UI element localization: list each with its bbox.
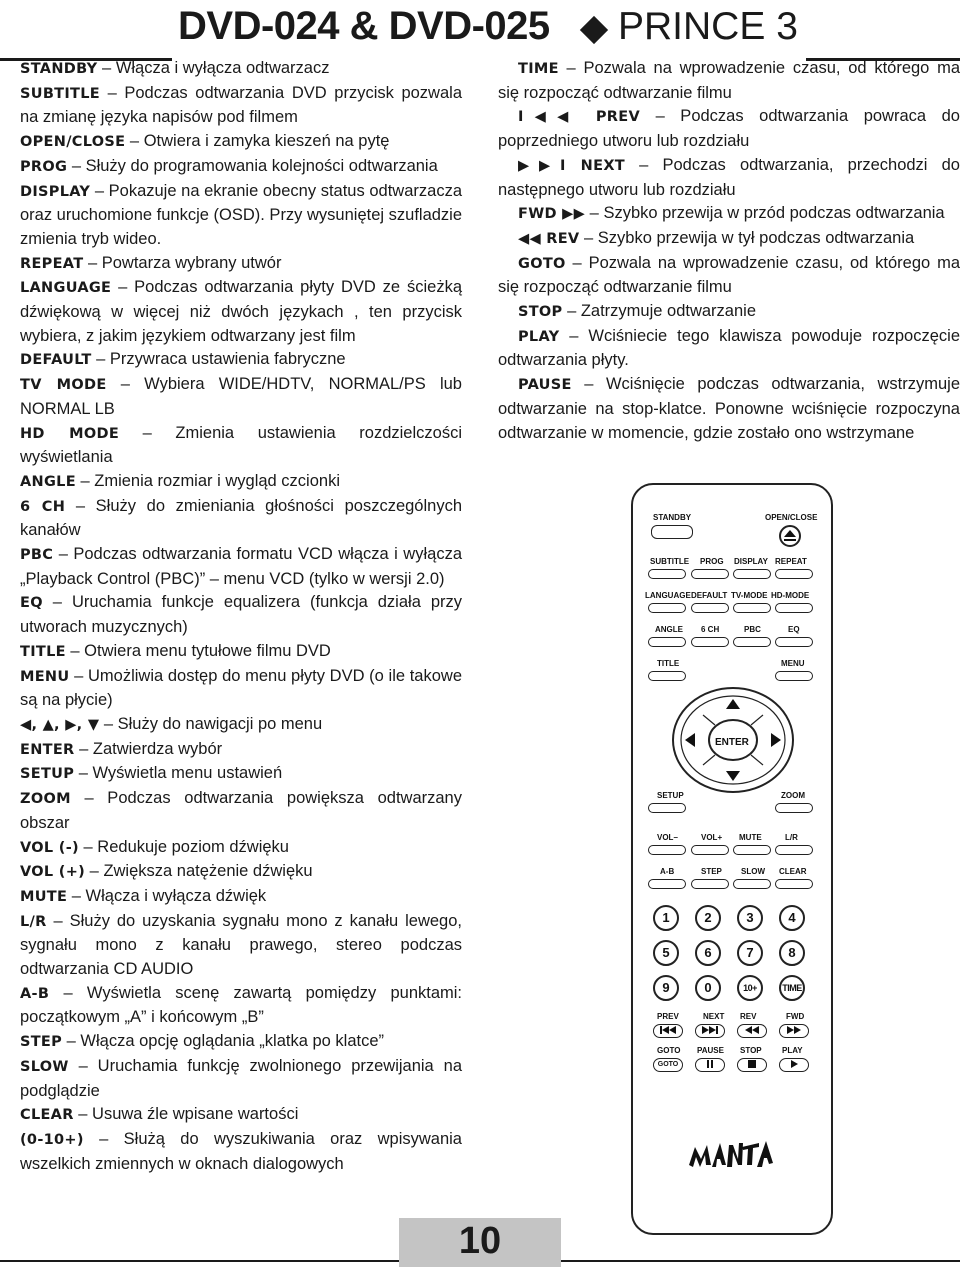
right-entry-term: PAUSE [518, 377, 572, 394]
remote-standby-button [651, 525, 693, 539]
left-entry-term: MENU [20, 668, 70, 685]
next-icon [698, 1025, 722, 1035]
remote-clear-button [775, 879, 813, 889]
remote-label-subtitle: SUBTITLE [650, 557, 690, 566]
remote-vol-plus-button [691, 845, 729, 855]
right-entry-text: – Podczas odtwarzania, przechodzi do następnego utworu lub rozdziału [498, 155, 960, 199]
remote-goto-button: GOTO [653, 1058, 683, 1072]
remote-label-vol-minus: VOL– [657, 833, 678, 842]
left-entry [20, 276, 462, 348]
left-entry [20, 787, 462, 835]
left-entry-term: STANDBY [20, 61, 98, 77]
remote-number-key: 0 [695, 975, 721, 1001]
remote-next-button [695, 1024, 725, 1038]
left-entry-text: – Wyświetla scenę zawartą pomiędzy punktami: początkowym „A” i końcowym „B” [20, 983, 462, 1027]
left-entry-text: – Służy do uzyskania sygnału mono z kanału lewego, sygnału mono z kanału prawego, stereo podczas odtwarzania CD AUDIO [20, 911, 462, 979]
remote-label-menu: MENU [781, 659, 805, 668]
left-entry-term: SLOW [20, 1058, 69, 1075]
remote-label-pbc: PBC [744, 625, 761, 634]
left-entry [20, 470, 462, 495]
remote-label-setup: SETUP [657, 791, 684, 800]
left-entry-term: CLEAR [20, 1107, 74, 1124]
page-header [0, 6, 960, 52]
left-entry-text: – Uruchamia funkcje equalizera (funkcja działa przy utworach muzycznych) [20, 593, 462, 637]
left-entry-term: TV MODE [20, 377, 107, 394]
remote-label-prev: PREV [657, 1012, 679, 1021]
left-entry-text: – Powtarza wybrany utwór [83, 253, 282, 272]
remote-play-button [779, 1058, 809, 1072]
remote-setup-button [648, 803, 686, 813]
left-entry-term: LANGUAGE [20, 280, 112, 297]
remote-label-slow: SLOW [741, 867, 765, 876]
manta-logo [685, 1135, 781, 1175]
remote-label-tv-mode: TV-MODE [731, 591, 768, 600]
remote-label-play: PLAY [782, 1046, 803, 1055]
left-entry [20, 665, 462, 713]
left-entry [20, 885, 462, 910]
left-entry-term: ANGLE [20, 473, 76, 490]
right-entry [498, 202, 960, 227]
left-entry [20, 130, 462, 155]
remote-number-key: 4 [779, 905, 805, 931]
remote-label-pause: PAUSE [697, 1046, 724, 1055]
page-number: 10 [458, 1220, 502, 1262]
remote-label-6ch: 6 CH [701, 625, 720, 634]
remote-label-standby: STANDBY [653, 513, 692, 522]
left-entry [20, 495, 462, 543]
right-entry [498, 373, 960, 445]
rewind-icon [740, 1025, 764, 1035]
header-title: DVD-024 & DVD-025 [178, 4, 550, 48]
left-entry-text: – Przywraca ustawienia fabryczne [91, 350, 346, 369]
remote-number-key: 5 [653, 940, 679, 966]
remote-label-lr: L/R [785, 833, 798, 842]
remote-label-next: NEXT [703, 1012, 725, 1021]
left-entry-text: – Uruchamia funkcję zwolnionego przewijania na podglądzie [20, 1056, 462, 1100]
remote-lr-button [775, 845, 813, 855]
left-entry-text: – Otwiera menu tytułowe filmu DVD [65, 641, 331, 660]
remote-language-button [648, 603, 686, 613]
left-entry-term: TITLE [20, 643, 66, 660]
left-entry-term: ENTER [20, 741, 75, 758]
remote-repeat-button [775, 569, 813, 579]
left-entry-term: ZOOM [20, 791, 71, 808]
left-entry [20, 373, 462, 421]
left-entry [20, 422, 462, 470]
left-entry-term: SETUP [20, 766, 75, 783]
left-entry [20, 836, 462, 861]
left-entry-term: A-B [20, 985, 50, 1002]
left-entry [20, 713, 462, 738]
remote-stop-button [737, 1058, 767, 1072]
left-entry-text: – Umożliwia dostęp do menu płyty DVD (o ile takowe są na płycie) [20, 666, 462, 710]
remote-hd-mode-button [775, 603, 813, 613]
remote-label-eq: EQ [788, 625, 800, 634]
remote-label-zoom: ZOOM [781, 791, 805, 800]
remote-tv-mode-button [733, 603, 771, 613]
left-entry-text: – Podczas odtwarzania płyty DVD ze ścieżką dźwiękową w więcej niż dwóch językach , ten przycisk wybiera, z jakim językiem odtwarzany jest film [20, 278, 462, 345]
left-entry-term: MUTE [20, 888, 68, 905]
remote-label-hd-mode: HD-MODE [771, 591, 810, 600]
right-entry-text: – Zatrzymuje odtwarzanie [562, 302, 756, 321]
left-entry-term: VOL (-) [20, 839, 79, 856]
play-icon [782, 1059, 806, 1069]
left-entry [20, 348, 462, 373]
left-entry-text: – Podczas odtwarzania DVD przycisk pozwala na zmianę języka napisów pod filmem [20, 83, 462, 127]
remote-label-clear: CLEAR [779, 867, 807, 876]
remote-pause-button [695, 1058, 725, 1072]
remote-label-vol-plus: VOL+ [701, 833, 723, 842]
right-entry-term: I◀◀ PREV [518, 109, 640, 126]
left-entry-text: – Wybiera WIDE/HDTV, NORMAL/PS lub NORMAL LB [20, 375, 462, 418]
remote-menu-button [775, 671, 813, 681]
right-column [498, 57, 960, 445]
left-entry-text: – Służy do nawigacji po menu [99, 714, 323, 733]
left-entry-text: – Zwiększa natężenie dźwięku [85, 862, 313, 881]
left-entry-term: HD MODE [20, 425, 120, 442]
right-entry-term: TIME [518, 61, 559, 77]
remote-label-open-close: OPEN/CLOSE [765, 513, 818, 522]
left-entry-term: STEP [20, 1034, 63, 1051]
right-entry [498, 105, 960, 153]
left-entry [20, 738, 462, 763]
remote-label-default: DEFAULT [691, 591, 728, 600]
left-entry-term: SUBTITLE [20, 85, 100, 102]
left-entry-text: – Usuwa źle wpisane wartości [73, 1105, 299, 1124]
left-entry [20, 591, 462, 639]
left-entry [20, 982, 462, 1030]
right-entry [498, 300, 960, 325]
left-entry [20, 1128, 462, 1176]
right-entry-term: PLAY [518, 328, 560, 345]
remote-vol-minus-button [648, 845, 686, 855]
remote-default-button [691, 603, 729, 613]
pause-icon [698, 1059, 722, 1069]
left-entry [20, 57, 462, 82]
remote-label-step: STEP [701, 867, 722, 876]
left-entry-term: EQ [20, 595, 43, 612]
left-entry-text: – Podczas odtwarzania powiększa odtwarzany obszar [20, 789, 462, 832]
footer-rule-right [561, 1260, 960, 1262]
diamond-icon [580, 16, 608, 44]
left-entry-text: – Podczas odtwarzania formatu VCD włącza i wyłącza „Playback Control (PBC)” – menu VCD (tylko w wersji 2.0) [20, 545, 462, 588]
left-entry-text: – Służy do programowania kolejności odtwarzania [67, 156, 438, 175]
remote-number-key: TIME [779, 975, 805, 1001]
left-entry [20, 180, 462, 252]
remote-angle-button [648, 637, 686, 647]
remote-number-key: 3 [737, 905, 763, 931]
right-entry [498, 227, 960, 252]
right-entry-text: – Wciśnięcie podczas odtwarzania, wstrzymuje odtwarzanie na stop-klatce. Ponowne wciśnięcie rozpoczyna odtwarzanie w momencie, gdzie zostało ono wstrzymane [498, 375, 960, 442]
left-entry-text: – Redukuje poziom dźwięku [78, 837, 289, 856]
remote-zoom-button [775, 803, 813, 813]
left-entry [20, 543, 462, 591]
left-entry-term: (0-10+) [20, 1131, 84, 1148]
remote-ab-button [648, 879, 686, 889]
remote-prog-button [691, 569, 729, 579]
remote-display-button [733, 569, 771, 579]
right-entry-text: – Szybko przewija w tył podczas odtwarzania [579, 228, 915, 247]
left-entry-text: – Pokazuje na ekranie obecny status odtwarzacza oraz uruchomione funkcje (OSD). Przy wysuniętej szufladzie zmienia tryb wideo. [20, 181, 463, 248]
left-entry [20, 252, 462, 277]
right-entry-term: ◀◀ REV [518, 230, 580, 247]
remote-control [631, 483, 833, 1235]
footer-rule-left [0, 1260, 399, 1262]
right-entry-text: – Pozwala na wprowadzenie czasu, od którego ma się rozpocząć odtwarzanie filmu [498, 59, 960, 102]
left-entry-text: – Włącza opcję oglądania „klatka po klatce” [62, 1032, 384, 1051]
remote-label-ab: A-B [660, 867, 675, 876]
right-entry-term: ▶▶I NEXT [518, 157, 625, 174]
remote-label-prog: PROG [700, 557, 724, 566]
left-entry-text: – Włącza i wyłącza dźwięk [67, 886, 267, 905]
left-entry-text: – Zmienia rozmiar i wygląd czcionki [75, 471, 340, 490]
left-entry-text: – Służą do wyszukiwania oraz wpisywania wszelkich zmiennych w oknach dialogowych [20, 1129, 462, 1173]
remote-enter-label: ENTER [715, 737, 749, 748]
left-entry-term: DEFAULT [20, 352, 92, 369]
remote-step-button [691, 879, 729, 889]
right-entry-text: – Szybko przewija w przód podczas odtwarzania [585, 204, 945, 223]
remote-prev-button [653, 1024, 683, 1038]
remote-number-key: 9 [653, 975, 679, 1001]
left-entry-term: 6 CH [20, 498, 66, 515]
remote-slow-button [733, 879, 771, 889]
remote-label-repeat: REPEAT [775, 557, 807, 566]
left-entry [20, 910, 462, 982]
left-entry [20, 860, 462, 885]
remote-label-title: TITLE [657, 659, 680, 668]
eject-icon [779, 525, 801, 547]
remote-label-display: DISPLAY [734, 557, 768, 566]
remote-label-angle: ANGLE [655, 625, 683, 634]
header-subtitle: PRINCE 3 [618, 5, 798, 48]
remote-pbc-button [733, 637, 771, 647]
remote-rev-button [737, 1024, 767, 1038]
left-entry-text: – Służy do zmieniania głośności poszczególnych kanałów [20, 496, 462, 540]
left-column [0, 57, 462, 1176]
left-entry-text: – Wyświetla menu ustawień [74, 764, 283, 783]
right-entry-term: STOP [518, 304, 563, 321]
left-entry-term: REPEAT [20, 255, 84, 272]
left-entry [20, 1103, 462, 1128]
remote-label-goto: GOTO [657, 1046, 681, 1055]
remote-label-language: LANGUAGE [645, 591, 691, 600]
remote-fwd-button [779, 1024, 809, 1038]
left-entry [20, 1030, 462, 1055]
fast-forward-icon [782, 1025, 806, 1035]
right-entry-term: FWD ▶▶ [518, 206, 586, 223]
remote-title-button [648, 671, 686, 681]
right-entry [498, 325, 960, 373]
left-entry-term: L/R [20, 913, 47, 930]
right-entry [498, 57, 960, 105]
remote-label-rev: REV [740, 1012, 757, 1021]
left-entry-text: – Zatwierdza wybór [74, 739, 223, 758]
remote-number-key: 1 [653, 905, 679, 931]
right-entry-text: – Pozwala na wprowadzenie czasu, od którego ma się rozpocząć odtwarzanie filmu [498, 253, 960, 297]
left-entry [20, 155, 462, 180]
remote-label-fwd: FWD [786, 1012, 805, 1021]
left-entry [20, 1055, 462, 1103]
left-entry-term: PBC [20, 547, 54, 564]
left-entry [20, 82, 462, 130]
left-entry-term: DISPLAY [20, 183, 91, 200]
right-entry [498, 252, 960, 300]
remote-mute-button [733, 845, 771, 855]
remote-number-key: 8 [779, 940, 805, 966]
left-entry [20, 762, 462, 787]
left-entry-text: – Zmienia ustawienia rozdzielczości wyświetlania [20, 423, 462, 467]
right-entry [498, 154, 960, 202]
right-entry-term: GOTO [518, 255, 566, 272]
remote-label-mute: MUTE [739, 833, 762, 842]
left-entry [20, 640, 462, 665]
left-entry-text: – Otwiera i zamyka kieszeń na pytę [125, 132, 390, 151]
right-entry-text: – Wciśniecie tego klawisza powoduje rozpoczęcie odtwarzania płyty. [498, 326, 960, 370]
remote-subtitle-button [648, 569, 686, 579]
remote-label-stop: STOP [740, 1046, 762, 1055]
remote-number-key: 7 [737, 940, 763, 966]
left-entry-term: OPEN/CLOSE [20, 134, 126, 151]
remote-number-key: 10+ [737, 975, 763, 1001]
stop-icon [740, 1059, 764, 1069]
prev-icon [656, 1025, 680, 1035]
left-entry-term: VOL (+) [20, 864, 86, 881]
remote-number-key: 2 [695, 905, 721, 931]
left-entry-term: PROG [20, 158, 68, 175]
left-entry-term: ◀, ▲, ▶, ▼ [20, 716, 100, 733]
left-entry-text: – Włącza i wyłącza odtwarzacz [97, 59, 330, 77]
remote-number-key: 6 [695, 940, 721, 966]
remote-6ch-button [691, 637, 729, 647]
remote-eq-button [775, 637, 813, 647]
right-entry-text: – Podczas odtwarzania powraca do poprzedniego utworu lub rozdziału [498, 107, 960, 151]
